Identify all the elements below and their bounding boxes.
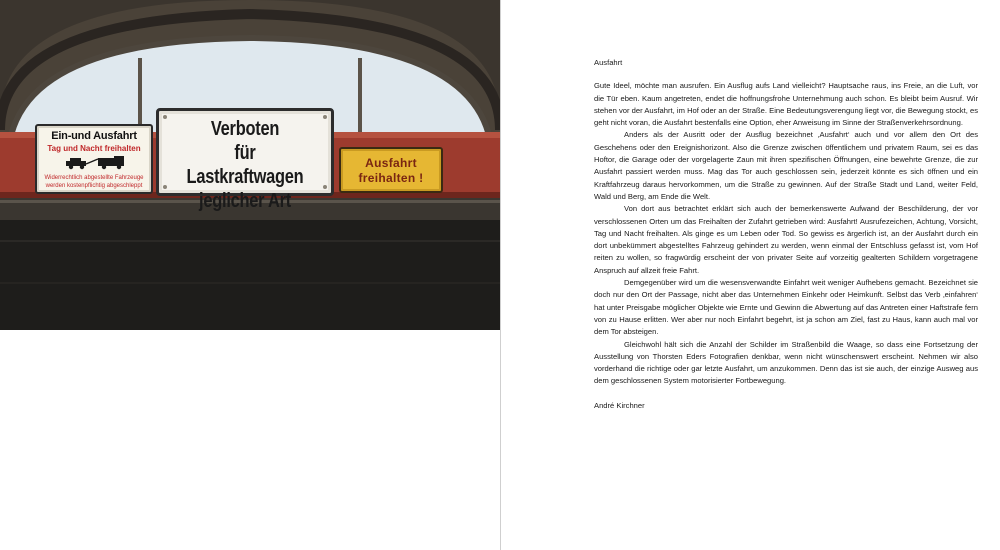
sign-left-small-text (39, 174, 149, 190)
sign-center-line1: Verboten (210, 118, 280, 140)
sign-center-line3: jeglicher Art (199, 190, 291, 212)
screw (323, 115, 327, 119)
essay-paragraph: Von dort aus betrachtet erklärt sich auch der bemerkenswerte Aufwand der Beschilderung, der vor verschlossenen Orten um das Freihalten der Zufahrt getrieben wird: Ausfahrt! Ausrufezeichen, Achtung, Vorsicht, Tag und Nacht freihalten. Als ginge es um Leben oder Tod. So gewiss es ärgerlich ist, an der Ausfahrt durch ein dort unbekümmert abgestelltes Fahrzeug gehindert zu werden, wenn einmal der Entschluss gefasst ist, vom Hof reiten zu wollen, so fragwürdig erscheint der von privater Seite auf vorzeitig gealterten Schildern vorgetragene Anspruch auf allzeit freie Fahrt. (594, 204, 978, 275)
essay-paragraph: Gleichwohl hält sich die Anzahl der Schilder im Straßenbild die Waage, so dass eine Fortsetzung der Ausstellung von Thorsten Eders Fotografien denkbar, wenn nicht wünschenswert erscheint. Nehmen wir also vorderhand die richtige oder gar letzte Ausfahrt, um anzukommen. Denn das ist sie auch, der einzige Ausweg aus dem geschlossenen System motorisierter Fortbewegung. (594, 339, 978, 386)
sign-right-line2: freihalten ! (358, 171, 424, 185)
sign-ein-und-ausfahrt (35, 124, 153, 194)
sign-right-line1: Ausfahrt (365, 156, 417, 170)
sign-left-line3: Widerrechtlich abgestellte Fahrzeuge (44, 175, 144, 181)
page-gutter (500, 0, 501, 550)
screw (323, 185, 327, 189)
tow-truck-icon (64, 156, 128, 170)
sign-verboten-lastkraftwagen (156, 108, 334, 212)
essay-author: André Kirchner (594, 400, 645, 410)
essay-paragraph: Demgegenüber wird um die wesensverwandte Einfahrt weit weniger Aufhebens gemacht. Bezeichnet sie doch nur den Ort der Passage, nicht aber das Unternehmen Einkehr oder Heimkunft. Selbst das Verb ‚einfahren‘ hat unter Preisgabe möglicher Objekte wie Ernte und Gewinn die Abwertung auf das Antreten einer Haftstrafe fern von zu Hause erlitten. Wer aber nur noch Einfahrt begehrt, ist ja schon am Ziel, fast zu Haus, kann auch mal vor dem Tor absteigen. (594, 278, 978, 337)
essay-title: Ausfahrt (594, 58, 623, 67)
essay-paragraph: Gute Ideel, möchte man ausrufen. Ein Ausflug aufs Land vielleicht? Hauptsache raus, ins Freie, an die Luft, vor die Tür eben. Kaum angetreten, endet die hoffnungsfrohe Unternehmung auch schon. Es bleibt beim Ausruf. Wir stehen vor der Ausfahrt, im Hof oder an der Straße. Eine Bedeutungsverengung liegt vor, die Bewegung stockt, es geht nicht voran, die Ausfahrt bestenfalls eine Option, eher Anweisung im Sinne der Straßenverkehrsordnung. (594, 81, 978, 128)
sign-left-line2: Tag und Nacht freihalten (47, 144, 141, 153)
essay-paragraph: Anders als der Ausritt oder der Ausflug bezeichnet ‚Ausfahrt‘ auch und vor allem den Ort des Geschehens oder den Ereignishorizont. Also die Grenze zwischen öffentlichem und privatem Raum, sei es das Hoftor, die Garage oder der vorgelagerte Zaun mit ihren spezifischen Öffnungen, eine bewehrte Grenze, die zur Ausfahrt passiert werden muss. Mag das Tor auch geschlossen sein, jederzeit könnte es sich öffnen und ein Kraftfahrzeug daraus hervorkommen, um die Straße zu gewinnen. Auf der Straße Stadt und Land, weiter Feld, Wald und Berg, am Ende die Welt. (594, 130, 978, 201)
sign-center-line2: für Lastkraftwagen (186, 142, 304, 188)
sign-ausfahrt-freihalten (339, 147, 443, 193)
sign-left-line4: werden kostenpflichtig abgeschleppt (45, 183, 143, 189)
screw (163, 115, 167, 119)
essay (594, 57, 978, 412)
screw (163, 185, 167, 189)
sign-left-line1: Ein-und Ausfahrt (51, 130, 137, 142)
photograph (0, 0, 500, 330)
